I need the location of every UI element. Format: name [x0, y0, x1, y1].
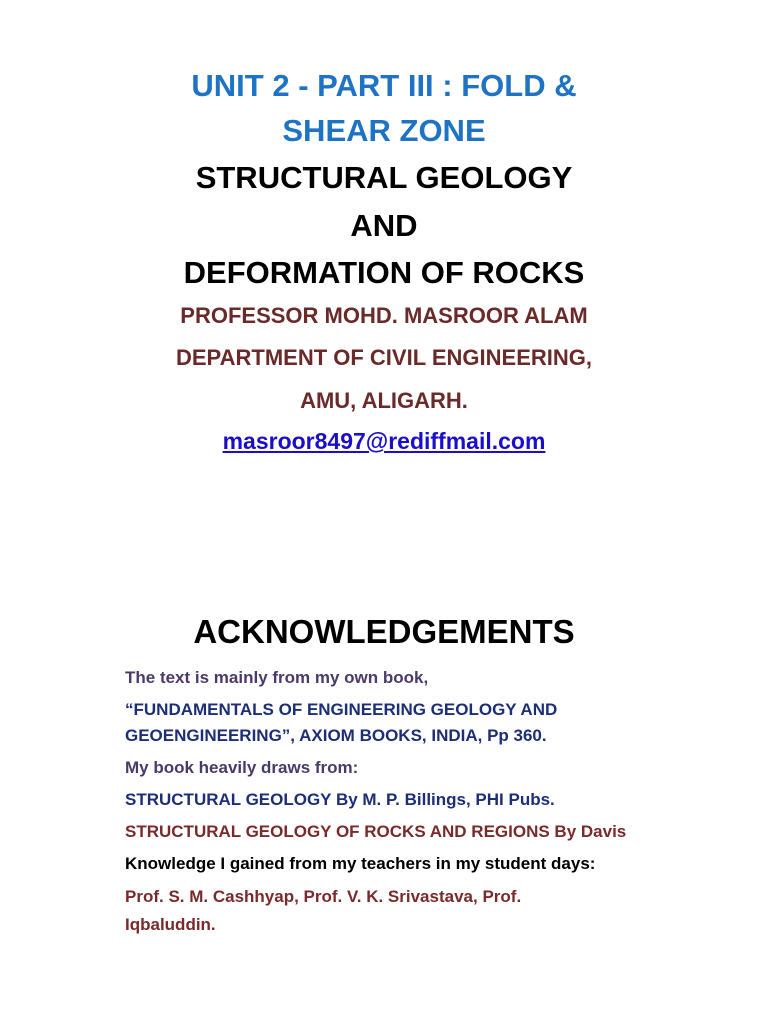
department-name: DEPARTMENT OF CIVIL ENGINEERING, — [176, 345, 592, 370]
acknowledgements-slide — [0, 500, 768, 1024]
institution-name: AMU, ALIGARH. — [300, 388, 468, 413]
ack-line-5: STRUCTURAL GEOLOGY By M. P. Billings, PHI Pubs. — [125, 790, 555, 809]
ack-line-7: Knowledge I gained from my teachers in my student days: — [125, 854, 596, 873]
ack-line-6: STRUCTURAL GEOLOGY OF ROCKS AND REGIONS By Davis — [125, 822, 627, 841]
email-link[interactable]: masroor8497@rediffmail.com — [222, 428, 546, 454]
subtitle-line1: STRUCTURAL GEOLOGY — [195, 160, 573, 195]
unit-title-line1: UNIT 2 - PART III : FOLD & — [191, 68, 577, 103]
title-slide — [0, 0, 768, 500]
ack-line-4: My book heavily draws from: — [125, 758, 359, 777]
subtitle-line2: AND — [350, 208, 418, 243]
unit-title-line2: SHEAR ZONE — [282, 113, 486, 148]
ack-line-1: The text is mainly from my own book, — [125, 668, 429, 687]
subtitle-line3: DEFORMATION OF ROCKS — [183, 255, 585, 290]
ack-line-8: Prof. S. M. Cashhyap, Prof. V. K. Srivastava, Prof. — [125, 887, 522, 906]
ack-line-2: “FUNDAMENTALS OF ENGINEERING GEOLOGY AND — [125, 700, 558, 719]
ack-line-9: Iqbaluddin. — [125, 915, 216, 934]
ack-line-3: GEOENGINEERING”, AXIOM BOOKS, INDIA, Pp 360. — [125, 726, 547, 745]
acknowledgements-heading: ACKNOWLEDGEMENTS — [193, 613, 575, 650]
author-name: PROFESSOR MOHD. MASROOR ALAM — [180, 303, 588, 328]
